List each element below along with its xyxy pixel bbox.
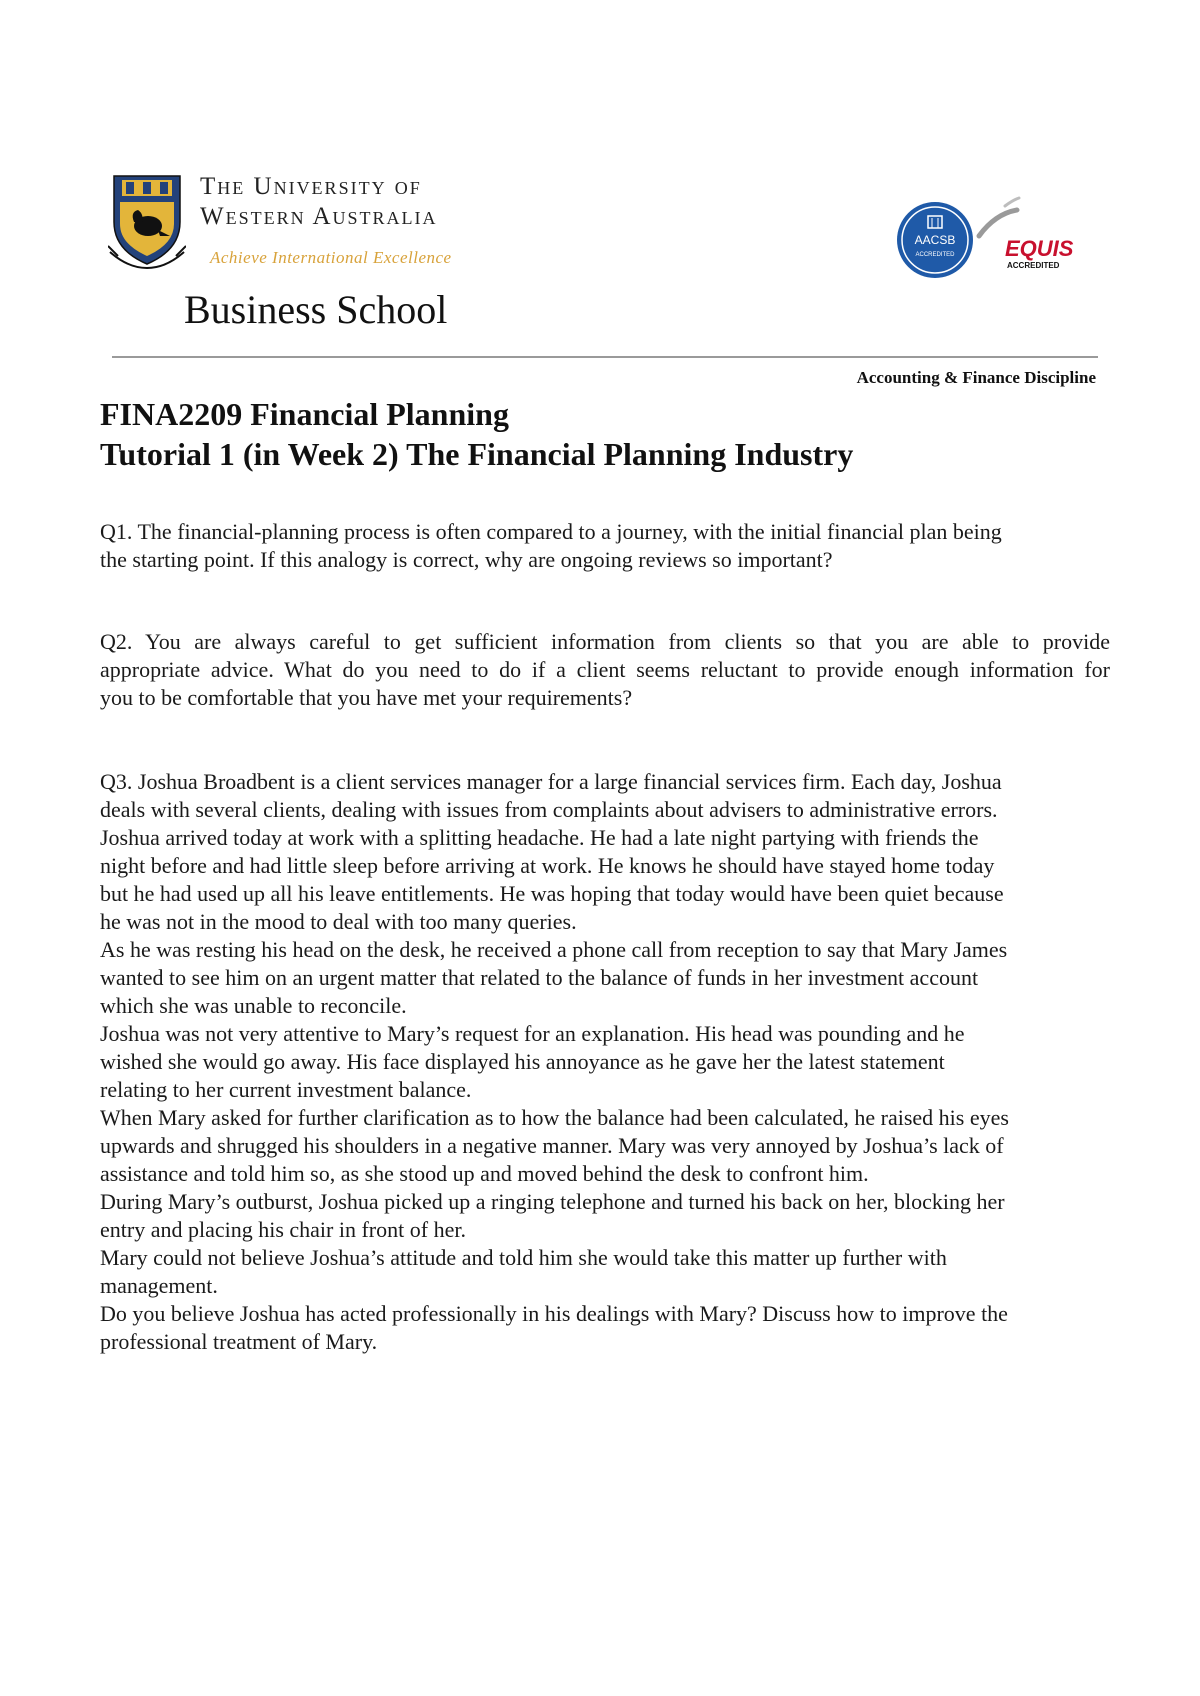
discipline-label: Accounting & Finance Discipline: [856, 368, 1096, 387]
aacsb-seal-icon: [895, 200, 975, 280]
paragraph-line: Joshua was not very attentive to Mary’s request for an explanation. His head was pounding and he: [100, 1021, 965, 1046]
paragraph-line: you to be comfortable that you have met your requirements?: [100, 685, 633, 710]
paragraph-line: appropriate advice. What do you need to do if a client seems reluctant to provide enough information for: [100, 657, 1110, 682]
paragraph-line: the starting point. If this analogy is correct, why are ongoing reviews so important?: [100, 547, 833, 572]
paragraph-line: As he was resting his head on the desk, he received a phone call from reception to say that Mary James: [100, 937, 1008, 962]
question-1: [100, 518, 1110, 574]
paragraph-line: Q3. Joshua Broadbent is a client services manager for a large financial services firm. Each day, Joshua: [100, 769, 1002, 794]
question-2: [100, 628, 1110, 712]
paragraph-line: wished she would go away. His face displayed his annoyance as he gave her the latest statement: [100, 1049, 945, 1074]
paragraph-line: Mary could not believe Joshua’s attitude and told him she would take this matter up further with: [100, 1245, 947, 1270]
university-name: [200, 172, 438, 232]
paragraph-line: professional treatment of Mary.: [100, 1329, 378, 1354]
paragraph-line: assistance and told him so, as she stood up and moved behind the desk to confront him.: [100, 1161, 869, 1186]
paragraph-line: When Mary asked for further clarification as to how the balance had been calculated, he raised his eyes: [100, 1105, 1009, 1130]
aacsb-label: AACSB: [914, 233, 956, 247]
uwa-crest-icon: [108, 170, 186, 270]
paragraph-line: Do you believe Joshua has acted professionally in his dealings with Mary? Discuss how to improve the: [100, 1301, 1008, 1326]
paragraph-line: wanted to see him on an urgent matter that related to the balance of funds in her investment account: [100, 965, 979, 990]
university-motto: Achieve International Excellence: [210, 248, 452, 267]
paragraph-line: deals with several clients, dealing with issues from complaints about advisers to administrative errors.: [100, 797, 998, 822]
paragraph-line: but he had used up all his leave entitlements. He was hoping that today would have been quiet because: [100, 881, 1004, 906]
document-header: [0, 0, 1200, 387]
equis-sublabel: ACCREDITED: [1007, 261, 1060, 270]
university-name-line1: The University of: [200, 173, 422, 200]
paragraph-line: During Mary’s outburst, Joshua picked up a ringing telephone and turned his back on her, blocking her: [100, 1189, 1005, 1214]
school-name: Business School: [184, 287, 448, 332]
equis-label: EQUIS: [1005, 236, 1074, 261]
paragraph-line: night before and had little sleep before arriving at work. He knows he should have stayed home today: [100, 853, 995, 878]
paragraph-line: upwards and shrugged his shoulders in a negative manner. Mary was very annoyed by Joshua’s lack of: [100, 1133, 1004, 1158]
paragraph-line: Joshua arrived today at work with a splitting headache. He had a late night partying with friends the: [100, 825, 979, 850]
course-title: FINA2209 Financial Planning: [100, 396, 509, 432]
paragraph-line: Q1. The financial-planning process is often compared to a journey, with the initial financial plan being: [100, 519, 1002, 544]
question-3: [100, 768, 1110, 1356]
paragraph-line: management.: [100, 1273, 218, 1298]
paragraph-line: he was not in the mood to deal with too many queries.: [100, 909, 577, 934]
paragraph-line: which she was unable to reconcile.: [100, 993, 407, 1018]
university-name-line2: Western Australia: [200, 203, 438, 230]
paragraph-line: relating to her current investment balance.: [100, 1077, 472, 1102]
tutorial-title: Tutorial 1 (in Week 2) The Financial Planning Industry: [100, 436, 854, 472]
aacsb-sublabel: ACCREDITED: [915, 252, 955, 258]
header-divider: [112, 356, 1098, 358]
paragraph-line: Q2. You are always careful to get sufficient information from clients so that you are able to provide: [100, 629, 1110, 654]
paragraph-line: entry and placing his chair in front of her.: [100, 1217, 466, 1242]
equis-logo-icon: [975, 196, 1085, 278]
